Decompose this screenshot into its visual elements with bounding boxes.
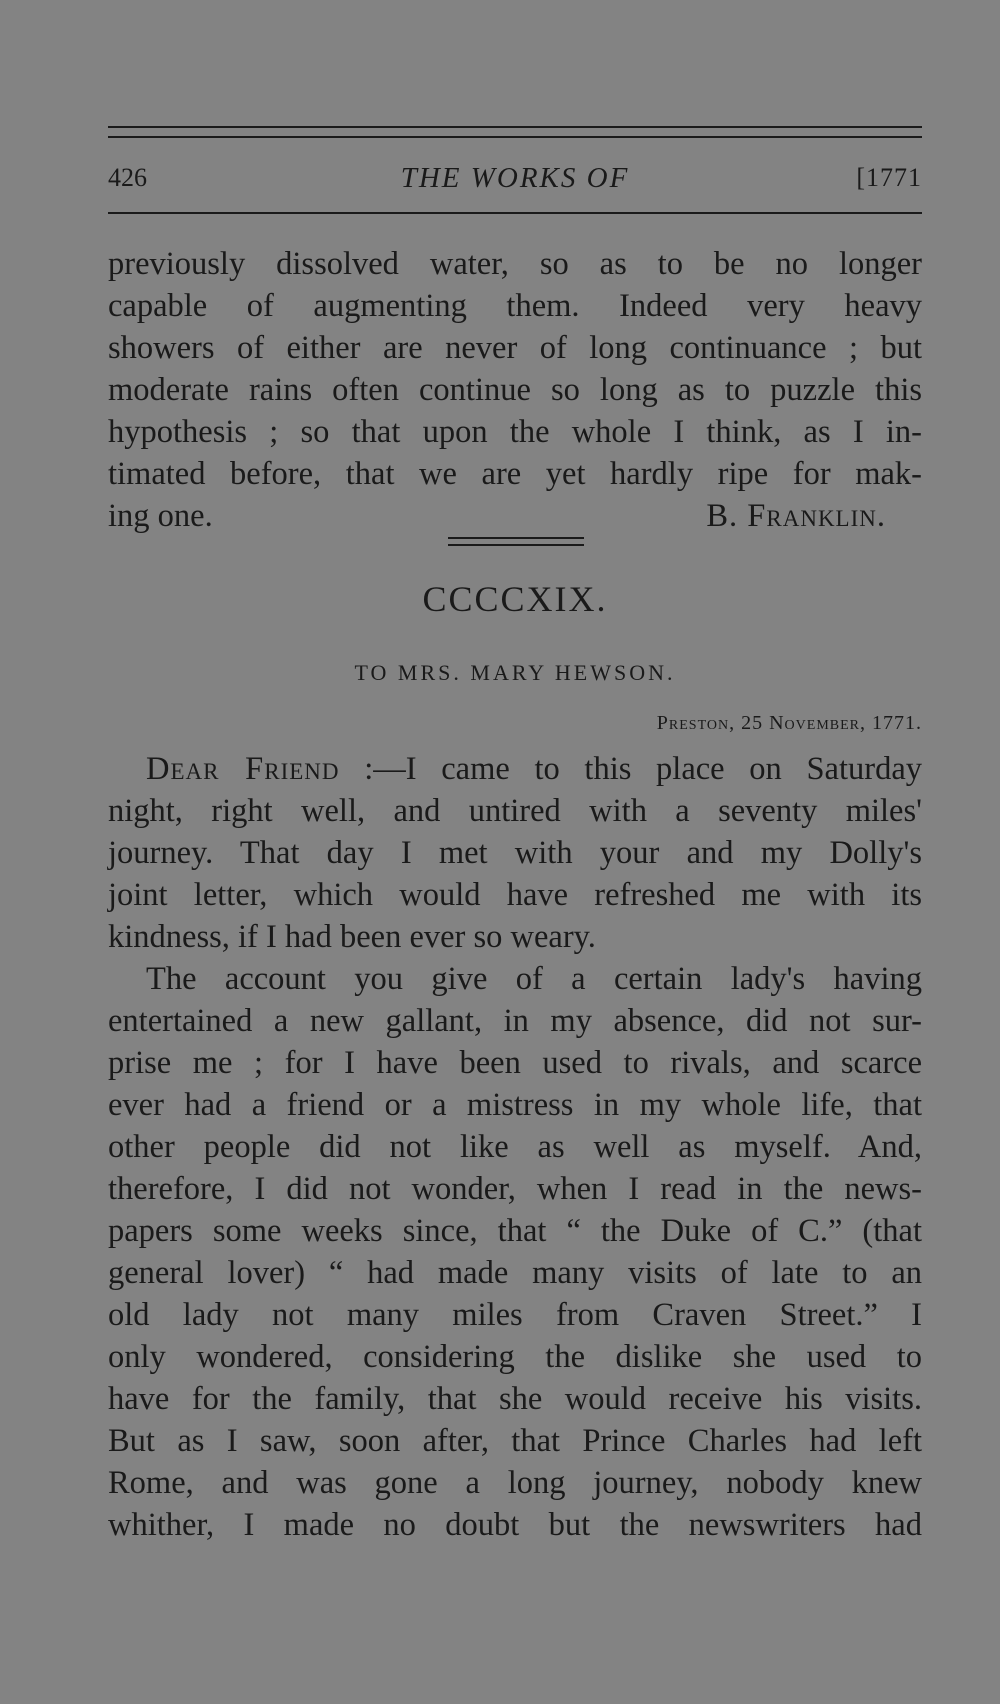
section-separator xyxy=(448,544,584,546)
salutation: Dear Friend xyxy=(146,751,340,787)
text-line: general lover) “ had made many visits of late to an xyxy=(108,1255,922,1291)
text-line: But as I saw, soon after, that Prince Charles had left xyxy=(108,1423,922,1459)
text-line: journey. That day I met with your and my Dolly's xyxy=(108,835,922,871)
text-line: old lady not many miles from Craven Street.” I xyxy=(108,1297,922,1333)
letter-number: CCCCXIX. xyxy=(422,579,608,619)
page-number: 426 xyxy=(108,163,147,192)
header-top-rule-2 xyxy=(108,136,922,138)
text-line: entertained a new gallant, in my absence, did not sur- xyxy=(108,1003,922,1039)
text-line: whither, I made no doubt but the newswriters had xyxy=(108,1507,922,1543)
text-line: ever had a friend or a mistress in my whole life, that xyxy=(108,1087,922,1123)
salutation-continuation: :—I came to this place on Saturday xyxy=(364,751,922,787)
text-line: only wondered, considering the dislike she used to xyxy=(108,1339,922,1375)
signature: B. Franklin. xyxy=(706,498,886,534)
text-line: hypothesis ; so that upon the whole I think, as I in- xyxy=(108,414,922,450)
letter-dateline: Preston, 25 November, 1771. xyxy=(656,712,922,734)
text-line: joint letter, which would have refreshed me with its xyxy=(108,877,922,913)
closing-line xyxy=(108,495,922,537)
header-bottom-rule xyxy=(108,212,922,214)
text-line: The account you give of a certain lady's having xyxy=(146,961,922,997)
text-line: papers some weeks since, that “ the Duke of C.” (that xyxy=(108,1213,922,1249)
text-line: other people did not like as well as myself. And, xyxy=(108,1129,922,1165)
header-top-rule-1 xyxy=(108,126,922,128)
book-page xyxy=(108,0,922,1704)
continuation-paragraph xyxy=(108,243,922,537)
text-line: therefore, I did not wonder, when I read in the news- xyxy=(108,1171,922,1207)
text-line: showers of either are never of long continuance ; but xyxy=(108,330,922,366)
letter-recipient: TO MRS. MARY HEWSON. xyxy=(354,660,676,685)
text-line: night, right well, and untired with a seventy miles' xyxy=(108,793,922,829)
text-line: prise me ; for I have been used to rivals, and scarce xyxy=(108,1045,922,1081)
text-line: ing one. xyxy=(108,498,213,534)
text-line xyxy=(108,748,922,790)
text-line: Rome, and was gone a long journey, nobody knew xyxy=(108,1465,922,1501)
text-line: have for the family, that she would receive his visits. xyxy=(108,1381,922,1417)
text-line: kindness, if I had been ever so weary. xyxy=(108,919,596,955)
letter-paragraph-1 xyxy=(108,748,922,958)
text-line: previously dissolved water, so as to be no longer xyxy=(108,246,922,282)
running-header xyxy=(108,158,922,198)
text-line: moderate rains often continue so long as to puzzle this xyxy=(108,372,922,408)
section-separator xyxy=(448,537,584,539)
letter-paragraph-2 xyxy=(108,958,922,1546)
running-title: THE WORKS OF xyxy=(400,162,630,194)
text-line: timated before, that we are yet hardly ripe for mak- xyxy=(108,456,922,492)
header-year: [1771 xyxy=(856,163,922,192)
text-line: capable of augmenting them. Indeed very heavy xyxy=(108,288,922,324)
